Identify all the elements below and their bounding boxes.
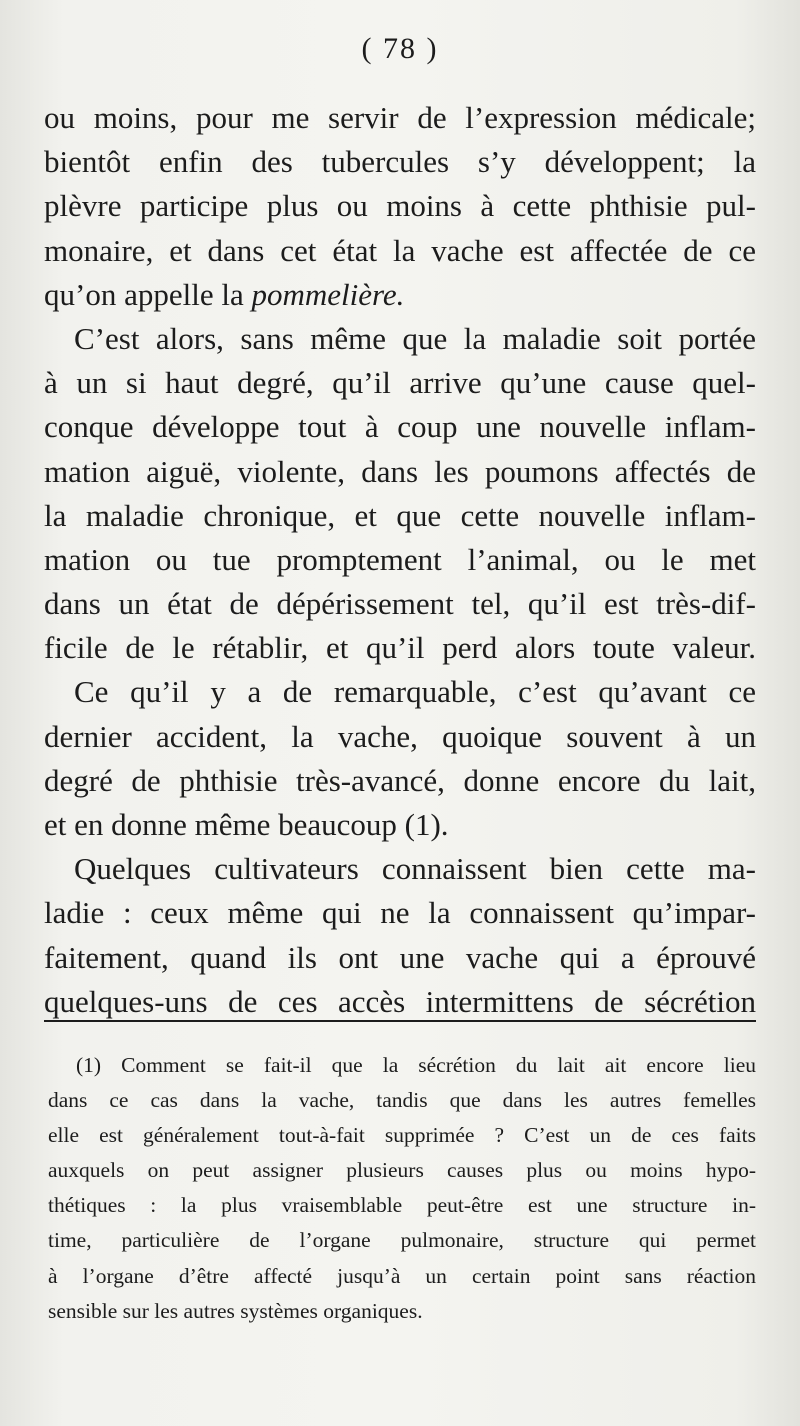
paragraph-start-line: Quelques cultivateurs connaissent bien cette ma- <box>74 851 756 887</box>
text-line: plèvre participe plus ou moins à cette phthisie pul- <box>44 188 756 224</box>
paragraph-start-line: C’est alors, sans même que la maladie soit portée <box>74 320 756 356</box>
footnote <box>48 1048 756 1329</box>
footnote-line: thétiques : la plus vraisemblable peut-être est une structure in- <box>48 1193 756 1218</box>
italic-term: pommelière. <box>251 276 405 312</box>
footnote-line: time, particulière de l’organe pulmonaire, structure qui permet <box>48 1228 756 1253</box>
text-line: ladie : ceux même qui ne la connaissent qu’impar- <box>44 895 756 931</box>
main-text <box>44 96 756 1024</box>
footnote-line: à l’organe d’être affecté jusqu’à un certain point sans réaction <box>48 1263 756 1288</box>
text-line: mation aiguë, violente, dans les poumons affectés de <box>44 453 756 489</box>
text-line: mation ou tue promptement l’animal, ou le met <box>44 541 756 577</box>
text-line <box>44 273 756 317</box>
footnote-line: dans ce cas dans la vache, tandis que dans les autres femelles <box>48 1088 756 1113</box>
text-line: conque développe tout à coup une nouvelle inflam- <box>44 409 756 445</box>
text-line: et en donne même beaucoup (1). <box>44 807 449 842</box>
text-line: faitement, quand ils ont une vache qui a éprouvé <box>44 939 756 975</box>
text-line: quelques-uns de ces accès intermittens de sécrétion <box>44 983 756 1019</box>
text-line: la maladie chronique, et que cette nouvelle inflam- <box>44 497 756 533</box>
paragraph-start-line: Ce qu’il y a de remarquable, c’est qu’avant ce <box>74 674 756 710</box>
footnote-line: sensible sur les autres systèmes organiques. <box>48 1298 423 1323</box>
text-line: à un si haut degré, qu’il arrive qu’une cause quel- <box>44 365 756 401</box>
text-line: degré de phthisie très-avancé, donne encore du lait, <box>44 762 756 798</box>
footnote-line: (1) Comment se fait-il que la sécrétion du lait ait encore lieu <box>76 1053 756 1077</box>
text-line: bientôt enfin des tubercules s’y développent; la <box>44 144 756 180</box>
footnote-line: auxquels on peut assigner plusieurs causes plus ou moins hypo- <box>48 1158 756 1183</box>
page-number: ( 78 ) <box>361 32 439 65</box>
text-line: monaire, et dans cet état la vache est affectée de ce <box>44 232 756 268</box>
text-line: ficile de le rétablir, et qu’il perd alors toute valeur. <box>44 630 756 666</box>
text-line: dans un état de dépérissement tel, qu’il est très-dif- <box>44 586 756 622</box>
text-fragment: qu’on appelle la <box>44 276 244 312</box>
footnote-separator-rule <box>44 1020 756 1022</box>
text-line: dernier accident, la vache, quoique souvent à un <box>44 718 756 754</box>
footnote-line: elle est généralement tout-à-fait supprimée ? C’est un de ces faits <box>48 1123 756 1148</box>
text-line: ou moins, pour me servir de l’expression médicale; <box>44 100 756 135</box>
